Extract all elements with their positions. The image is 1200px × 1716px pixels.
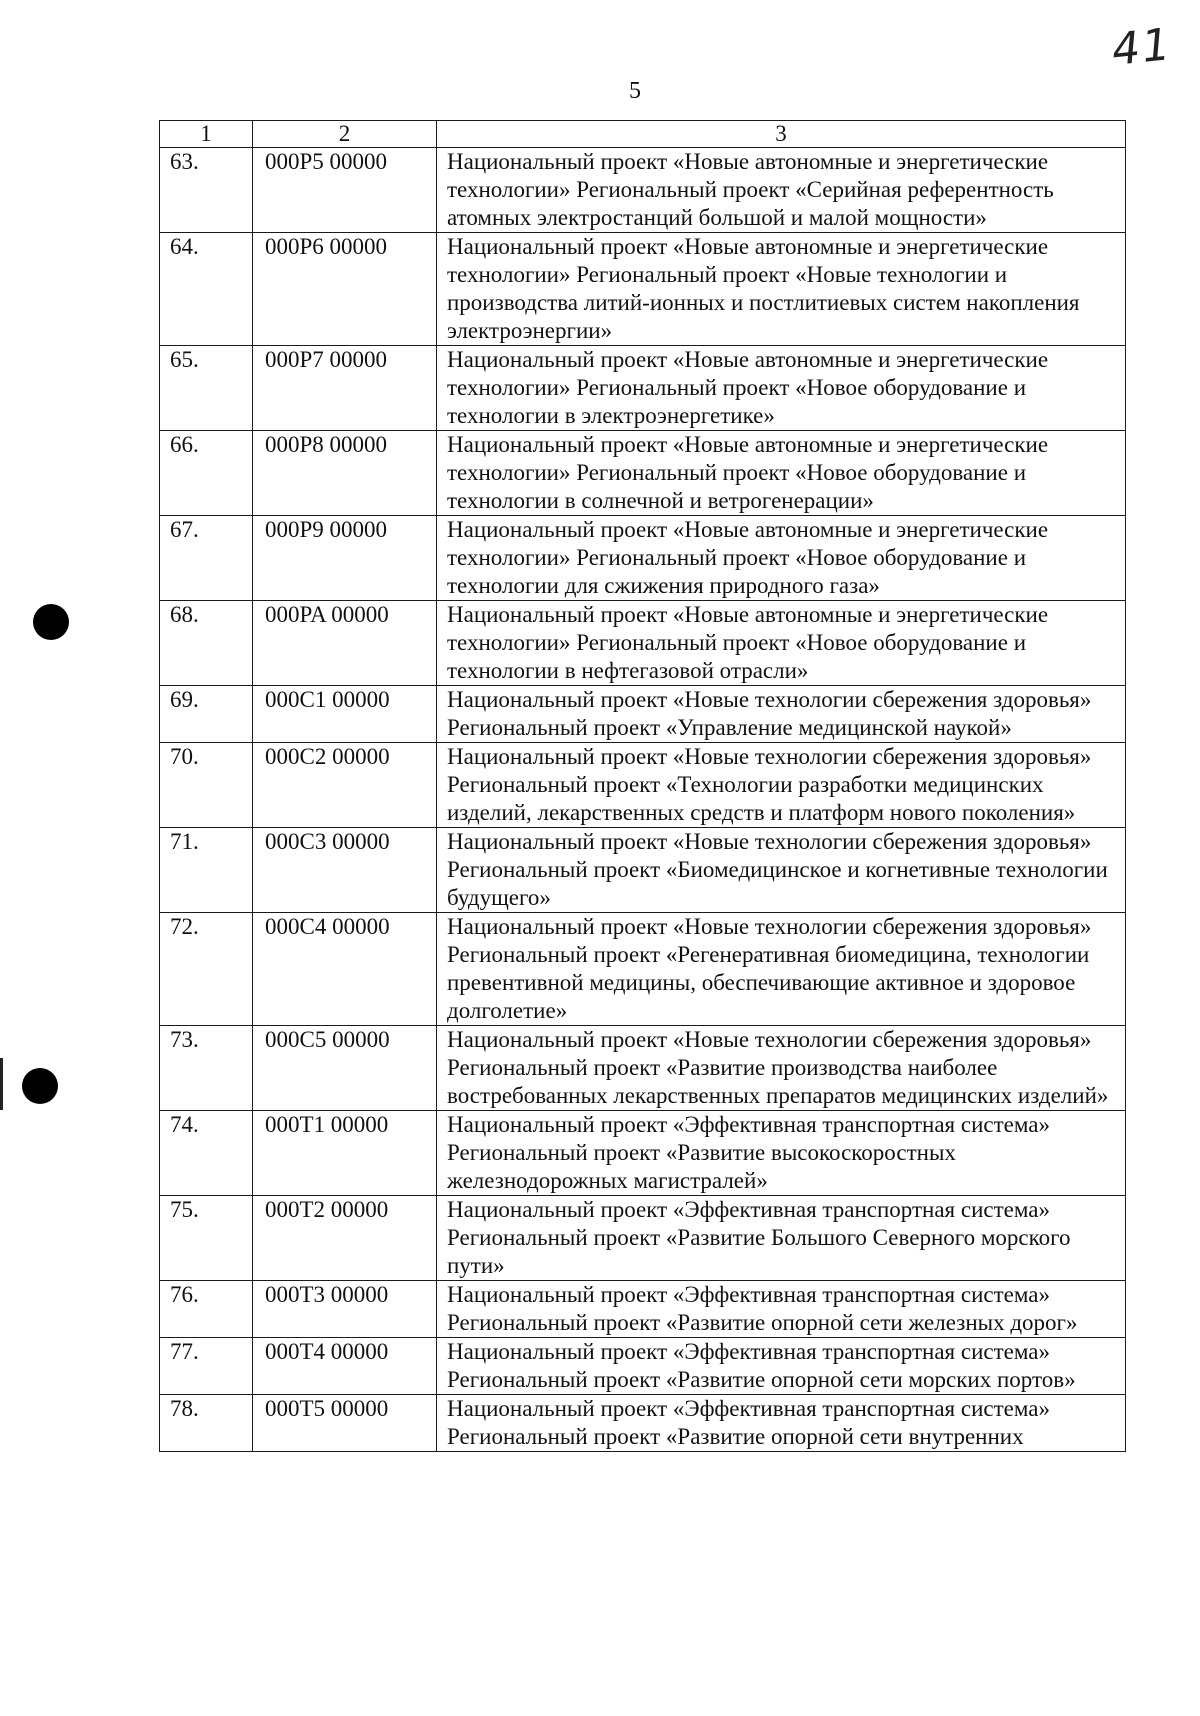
row-number: 66. — [160, 431, 253, 516]
row-name: Национальный проект «Новые технологии сбережения здоровья» Региональный проект «Управление медицинской наукой» — [437, 686, 1126, 743]
row-name: Национальный проект «Новые автономные и энергетические технологии» Региональный проект «Новые технологии и производства литий-ионных и постлитиевых систем накопления электроэнергии» — [437, 233, 1126, 346]
row-number: 78. — [160, 1395, 253, 1452]
row-number: 73. — [160, 1026, 253, 1111]
project-code-table — [159, 120, 1126, 1452]
row-number: 74. — [160, 1111, 253, 1196]
column-header-3: 3 — [437, 121, 1126, 148]
table-row — [160, 1338, 1126, 1395]
page-number: 5 — [629, 78, 641, 104]
table-row — [160, 686, 1126, 743]
row-name: Национальный проект «Новые технологии сбережения здоровья» Региональный проект «Технологии разработки медицинских изделий, лекарственных средств и платформ нового поколения» — [437, 743, 1126, 828]
row-code: 000T4 00000 — [253, 1338, 437, 1395]
row-name: Национальный проект «Эффективная транспортная система» Региональный проект «Развитие высокоскоростных железнодорожных магистралей» — [437, 1111, 1126, 1196]
row-number: 64. — [160, 233, 253, 346]
table-row — [160, 431, 1126, 516]
row-code: 000C3 00000 — [253, 828, 437, 913]
row-code: 000P9 00000 — [253, 516, 437, 601]
row-name: Национальный проект «Новые технологии сбережения здоровья» Региональный проект «Биомедицинское и когнетивные технологии будущего» — [437, 828, 1126, 913]
row-number: 67. — [160, 516, 253, 601]
handwritten-sheet-number: 41 — [1109, 19, 1175, 76]
row-name: Национальный проект «Новые автономные и энергетические технологии» Региональный проект «Новое оборудование и технологии для сжижения природного газа» — [437, 516, 1126, 601]
row-code: 000C1 00000 — [253, 686, 437, 743]
row-name: Национальный проект «Эффективная транспортная система» Региональный проект «Развитие опорной сети внутренних — [437, 1395, 1126, 1452]
row-code: 000P8 00000 — [253, 431, 437, 516]
punch-hole — [22, 1068, 58, 1104]
column-header-1: 1 — [160, 121, 253, 148]
row-name: Национальный проект «Новые технологии сбережения здоровья» Региональный проект «Развитие производства наиболее востребованных лекарственных препаратов медицинских изделий» — [437, 1026, 1126, 1111]
table-row — [160, 743, 1126, 828]
row-code: 000C2 00000 — [253, 743, 437, 828]
row-number: 75. — [160, 1196, 253, 1281]
row-code: 000T3 00000 — [253, 1281, 437, 1338]
row-code: 000P6 00000 — [253, 233, 437, 346]
table-row — [160, 1111, 1126, 1196]
row-code: 000T1 00000 — [253, 1111, 437, 1196]
table-row — [160, 1196, 1126, 1281]
table-row — [160, 828, 1126, 913]
row-number: 76. — [160, 1281, 253, 1338]
row-code: 000P5 00000 — [253, 148, 437, 233]
row-name: Национальный проект «Новые технологии сбережения здоровья» Региональный проект «Регенеративная биомедицина, технологии превентивной медицины, обеспечивающие активное и здоровое долголетие» — [437, 913, 1126, 1026]
table-row — [160, 1281, 1126, 1338]
column-header-2: 2 — [253, 121, 437, 148]
row-number: 70. — [160, 743, 253, 828]
table-header-row — [160, 121, 1126, 148]
table-row — [160, 148, 1126, 233]
scan-edge-mark — [0, 1058, 3, 1110]
row-number: 71. — [160, 828, 253, 913]
row-code: 000C5 00000 — [253, 1026, 437, 1111]
row-name: Национальный проект «Эффективная транспортная система» Региональный проект «Развитие опорной сети железных дорог» — [437, 1281, 1126, 1338]
table-row — [160, 233, 1126, 346]
punch-hole — [33, 604, 69, 640]
table-row — [160, 1395, 1126, 1452]
table-row — [160, 1026, 1126, 1111]
row-code: 000PA 00000 — [253, 601, 437, 686]
table-row — [160, 516, 1126, 601]
row-code: 000P7 00000 — [253, 346, 437, 431]
row-name: Национальный проект «Новые автономные и энергетические технологии» Региональный проект «Новое оборудование и технологии в солнечной и ветрогенерации» — [437, 431, 1126, 516]
row-number: 77. — [160, 1338, 253, 1395]
row-name: Национальный проект «Новые автономные и энергетические технологии» Региональный проект «Серийная референтность атомных электростанций большой и малой мощности» — [437, 148, 1126, 233]
row-code: 000C4 00000 — [253, 913, 437, 1026]
row-number: 63. — [160, 148, 253, 233]
row-name: Национальный проект «Новые автономные и энергетические технологии» Региональный проект «Новое оборудование и технологии в электроэнергетике» — [437, 346, 1126, 431]
row-name: Национальный проект «Новые автономные и энергетические технологии» Региональный проект «Новое оборудование и технологии в нефтегазовой отрасли» — [437, 601, 1126, 686]
table-row — [160, 913, 1126, 1026]
row-number: 65. — [160, 346, 253, 431]
row-name: Национальный проект «Эффективная транспортная система» Региональный проект «Развитие опорной сети морских портов» — [437, 1338, 1126, 1395]
row-number: 72. — [160, 913, 253, 1026]
row-number: 68. — [160, 601, 253, 686]
row-name: Национальный проект «Эффективная транспортная система» Региональный проект «Развитие Большого Северного морского пути» — [437, 1196, 1126, 1281]
table-row — [160, 346, 1126, 431]
row-code: 000T5 00000 — [253, 1395, 437, 1452]
row-code: 000T2 00000 — [253, 1196, 437, 1281]
row-number: 69. — [160, 686, 253, 743]
table-row — [160, 601, 1126, 686]
